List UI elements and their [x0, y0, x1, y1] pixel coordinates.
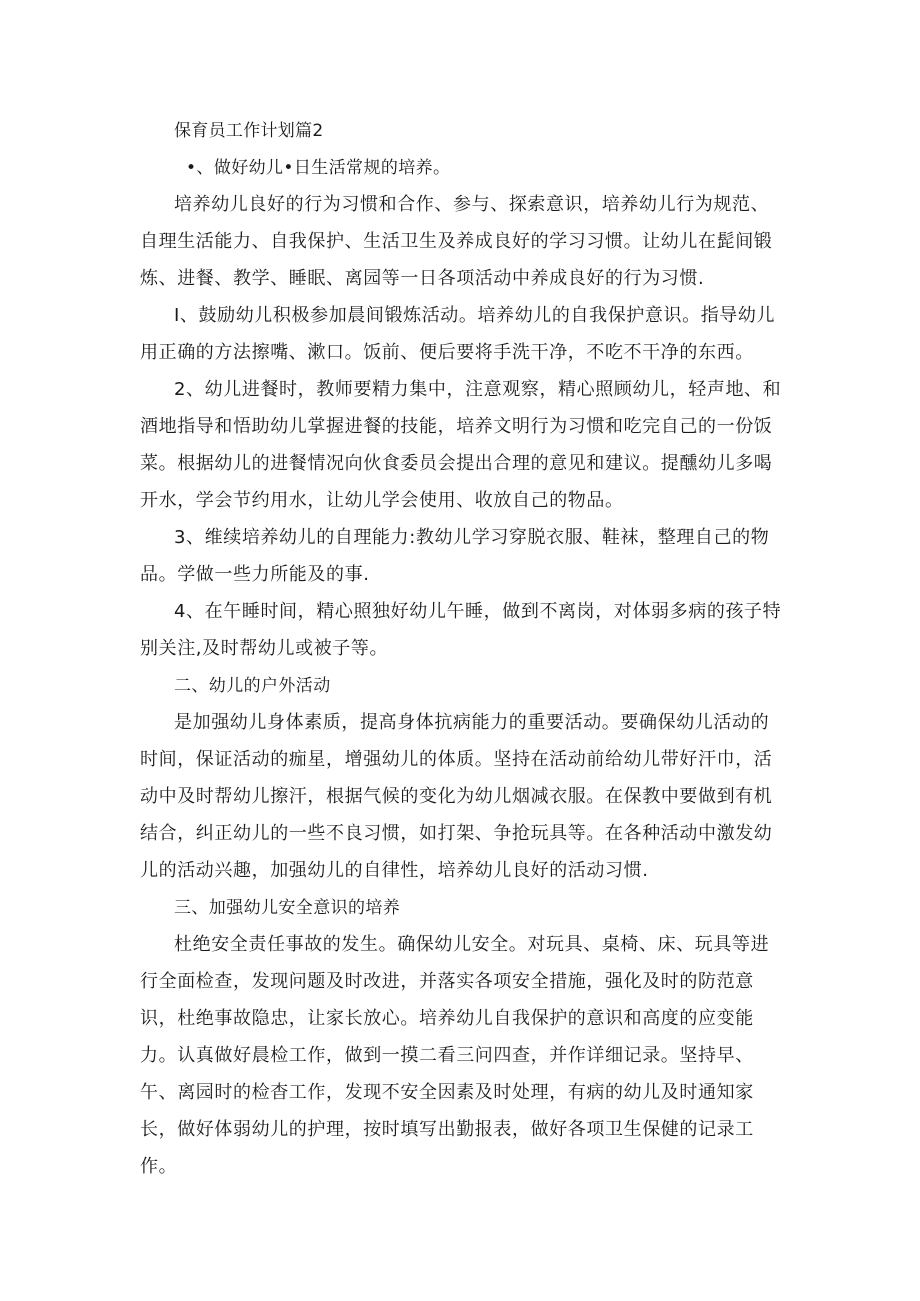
paragraph-line: 杜绝安全责任事故的发生。确保幼儿安全。对玩具、桌椅、床、玩具等进	[174, 934, 770, 955]
paragraph-line: 时间，保证活动的痂星，增强幼儿的体质。坚持在活动前给幼儿带好汗巾，活	[140, 749, 773, 770]
section-heading-2: 二、幼儿的户外活动	[174, 676, 331, 696]
paragraph-line: 长，做好体弱幼儿的护理，按时填写出勤报表，做好各项卫生保健的记录工	[140, 1119, 754, 1140]
section-heading-3: 三、加强幼儿安全意识的培养	[174, 898, 401, 918]
paragraph-line: 炼、进餐、教学、睡眠、离园等一日各项活动中养成良好的行为习惯.	[140, 268, 705, 289]
paragraph-line: 力。认真做好晨检工作，做到一摸二看三问四查，并作详细记录。坚持早、	[140, 1045, 754, 1066]
paragraph-line: 用正确的方法擦嘴、漱口。饭前、便后要将手洗干净，不吃不干净的东西。	[140, 342, 754, 363]
paragraph-line: 儿的活动兴趣，加强幼儿的自律性，培养幼儿良好的活动习惯.	[140, 860, 649, 881]
paragraph-line: 4、在午睡时间，精心照独好幼儿午睡，做到不离岗，对体弱多病的孩子特	[174, 601, 782, 622]
paragraph-line: 2、幼儿进餐时，教师要精力集中，注意观察，精心照顾幼儿，轻声地、和	[174, 379, 782, 400]
paragraph-line: 识，杜绝事故隐忠，让家长放心。培养幼儿自我保护的意识和高度的应变能	[140, 1008, 754, 1029]
section-heading-1: •、做好幼儿•日生活常规的培养。	[186, 158, 451, 178]
paragraph-line: 品。学做一些力所能及的事.	[140, 564, 370, 585]
paragraph-line: 培养幼儿良好的行为习惯和合作、参与、探索意识，培养幼儿行为规范、	[174, 194, 770, 215]
document-title: 保育员工作计划篇2	[174, 121, 324, 141]
paragraph-line: I、鼓励幼儿积极参加晨间锻炼活动。培养幼儿的自我保护意识。指导幼儿	[174, 305, 776, 326]
paragraph-line: 动中及时帮幼儿擦汗，根据气候的变化为幼儿烟减衣服。在保教中要做到有机	[140, 786, 773, 807]
paragraph-line: 自理生活能力、自我保护、生活卫生及养成良好的学习习惯。让幼儿在髭间锻	[140, 231, 773, 252]
paragraph-line: 酒地指导和悟助幼儿掌握进餐的技能，培养文明行为习惯和吃完自己的一份饭	[140, 416, 773, 437]
paragraph-line: 作。	[140, 1156, 178, 1177]
paragraph-line: 午、离园时的检杳工作，发现不安全因素及时处理，有病的幼儿及时通知家	[140, 1082, 754, 1103]
paragraph-line: 3、维续培养幼儿的自理能力:教幼儿学习穿脱衣服、鞋袜，整理自己的物	[174, 527, 770, 548]
paragraph-line: 开水，学会节约用水，让幼儿学会使用、收放自己的物品。	[140, 490, 624, 511]
paragraph-line: 是加强幼儿身体素质，提高身体抗病能力的重要活动。要确保幼儿活动的	[174, 712, 770, 733]
paragraph-line: 菜。根据幼儿的进餐情况向伙食委员会提出合理的意见和建议。提醺幼儿多喝	[140, 453, 773, 474]
paragraph-line: 别关注,及时帮幼儿或被子等。	[140, 638, 389, 659]
paragraph-line: 结合，纠正幼儿的一些不良习惯，如打架、争抢玩具等。在各种活动中激发幼	[140, 823, 773, 844]
paragraph-line: 行全面检查，发现问题及时改进，并落实各项安全措施，强化及时的防范意	[140, 971, 754, 992]
